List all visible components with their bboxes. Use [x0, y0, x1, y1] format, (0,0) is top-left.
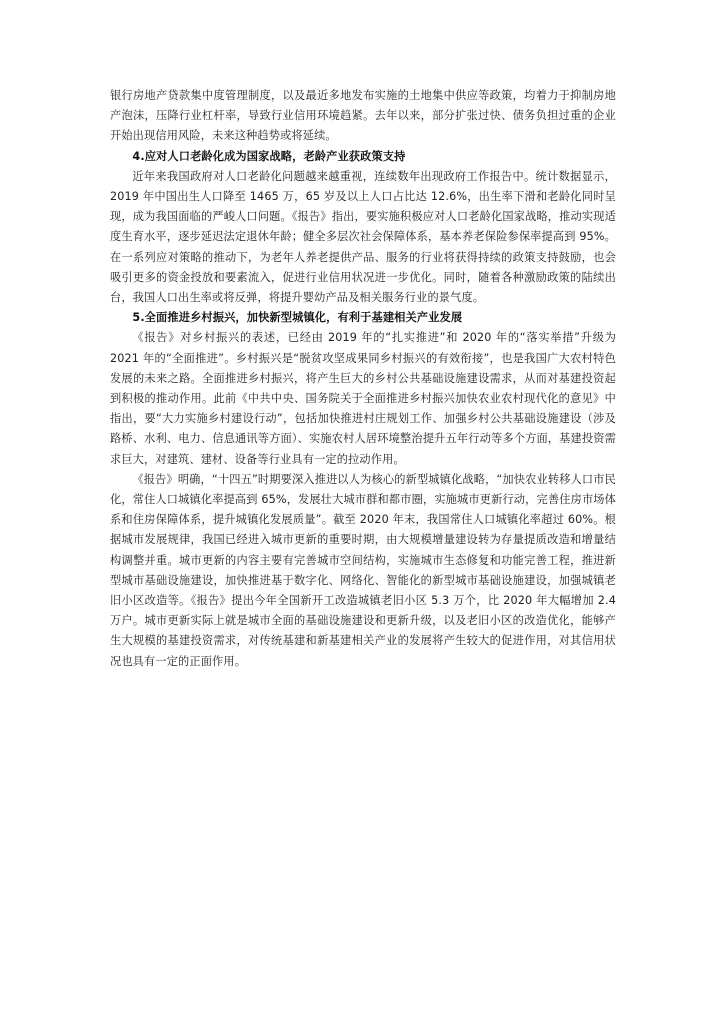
paragraph-rural: 《报告》对乡村振兴的表述，已经由 2019 年的“扎实推进”和 2020 年的“落实举措”升级为 2021 年的“全面推进”。乡村振兴是“脱贫攻坚成果同乡村振兴的有效衔接”，也是我国广大农村特色发展的未来之路。全面推进乡村振兴，将产生巨大的乡村公共基础设施建设需求，从而对基建投资起到积极的推动作用。此前《中共中央、国务院关于全面推进乡村振兴加快农业农村现代化的意见》中指出，要“大力实施乡村建设行动”，包括加快推进村庄规划工作、加强乡村公共基础设施建设（涉及路桥、水利、电力、信息通讯等方面）、实施农村人居环境整治提升五年行动等多个方面，基建投资需求巨大，对建筑、建材、设备等行业具有一定的拉动作用。 [110, 331, 616, 466]
paragraph-intro: 银行房地产贷款集中度管理制度，以及最近多地发布实施的土地集中供应等政策，均着力于抑制房地产泡沫，压降行业杠杆率，导致行业信用环境趋紧。去年以来，部分扩张过快、债务负担过重的企业开始出现信用风险，未来这种趋势或将延续。 [110, 89, 616, 143]
paragraph-aging: 近年来我国政府对人口老龄化问题越来越重视，连续数年出现政府工作报告中。统计数据显示，2019 年中国出生人口降至 1465 万，65 岁及以上人口占比达 12.6%，出生率下滑和老龄化同时呈现，成为我国面临的严峻人口问题。《报告》指出，要实施积极应对人口老龄化国家战略，推动实现适度生育水平，逐步延迟法定退休年龄；健全多层次社会保障体系，基本养老保险参保率提高到 95%。在一系列应对策略的推动下，为老年人养老提供产品、服务的行业将获得持续的政策支持鼓励，也会吸引更多的资金投放和要素流入，促进行业信用状况进一步优化。同时，随着各种激励政策的陆续出台，我国人口出生率或将反弹，将提升婴幼产品及相关服务行业的景气度。 [110, 169, 616, 305]
section-heading-rural: 5.全面推进乡村振兴，加快新型城镇化，有利于基建相关产业发展 [132, 311, 463, 325]
section-heading-aging: 4.应对人口老龄化成为国家战略，老龄产业获政策支持 [132, 149, 406, 163]
document-body [110, 86, 616, 672]
paragraph-urban: 《报告》明确，“十四五”时期要深入推进以人为核心的新型城镇化战略，“加快农业转移人口市民化，常住人口城镇化率提高到 65%，发展壮大城市群和都市圈，实施城市更新行动，完善住房市场体系和住房保障体系，提升城镇化发展质量”。截至 2020 年末，我国常住人口城镇化率超过 60%。根据城市发展规律，我国已经进入城市更新的重要时期，由大规模增量建设转为存量提质改造和增量结构调整并重。城市更新的内容主要有完善城市空间结构，实施城市生态修复和功能完善工程，推进新型城市基础设施建设，加快推进基于数字化、网络化、智能化的新型城市基础设施建设，加强城镇老旧小区改造等。《报告》提出今年全国新开工改造城镇老旧小区 5.3 万个，比 2020 年大幅增加 2.4 万户。城市更新实际上就是城市全面的基础设施建设和更新升级，以及老旧小区的改造优化，能够产生大规模的基建投资需求，对传统基建和新基建相关产业的发展将产生较大的促进作用，对其信用状况也具有一定的正面作用。 [110, 472, 616, 668]
